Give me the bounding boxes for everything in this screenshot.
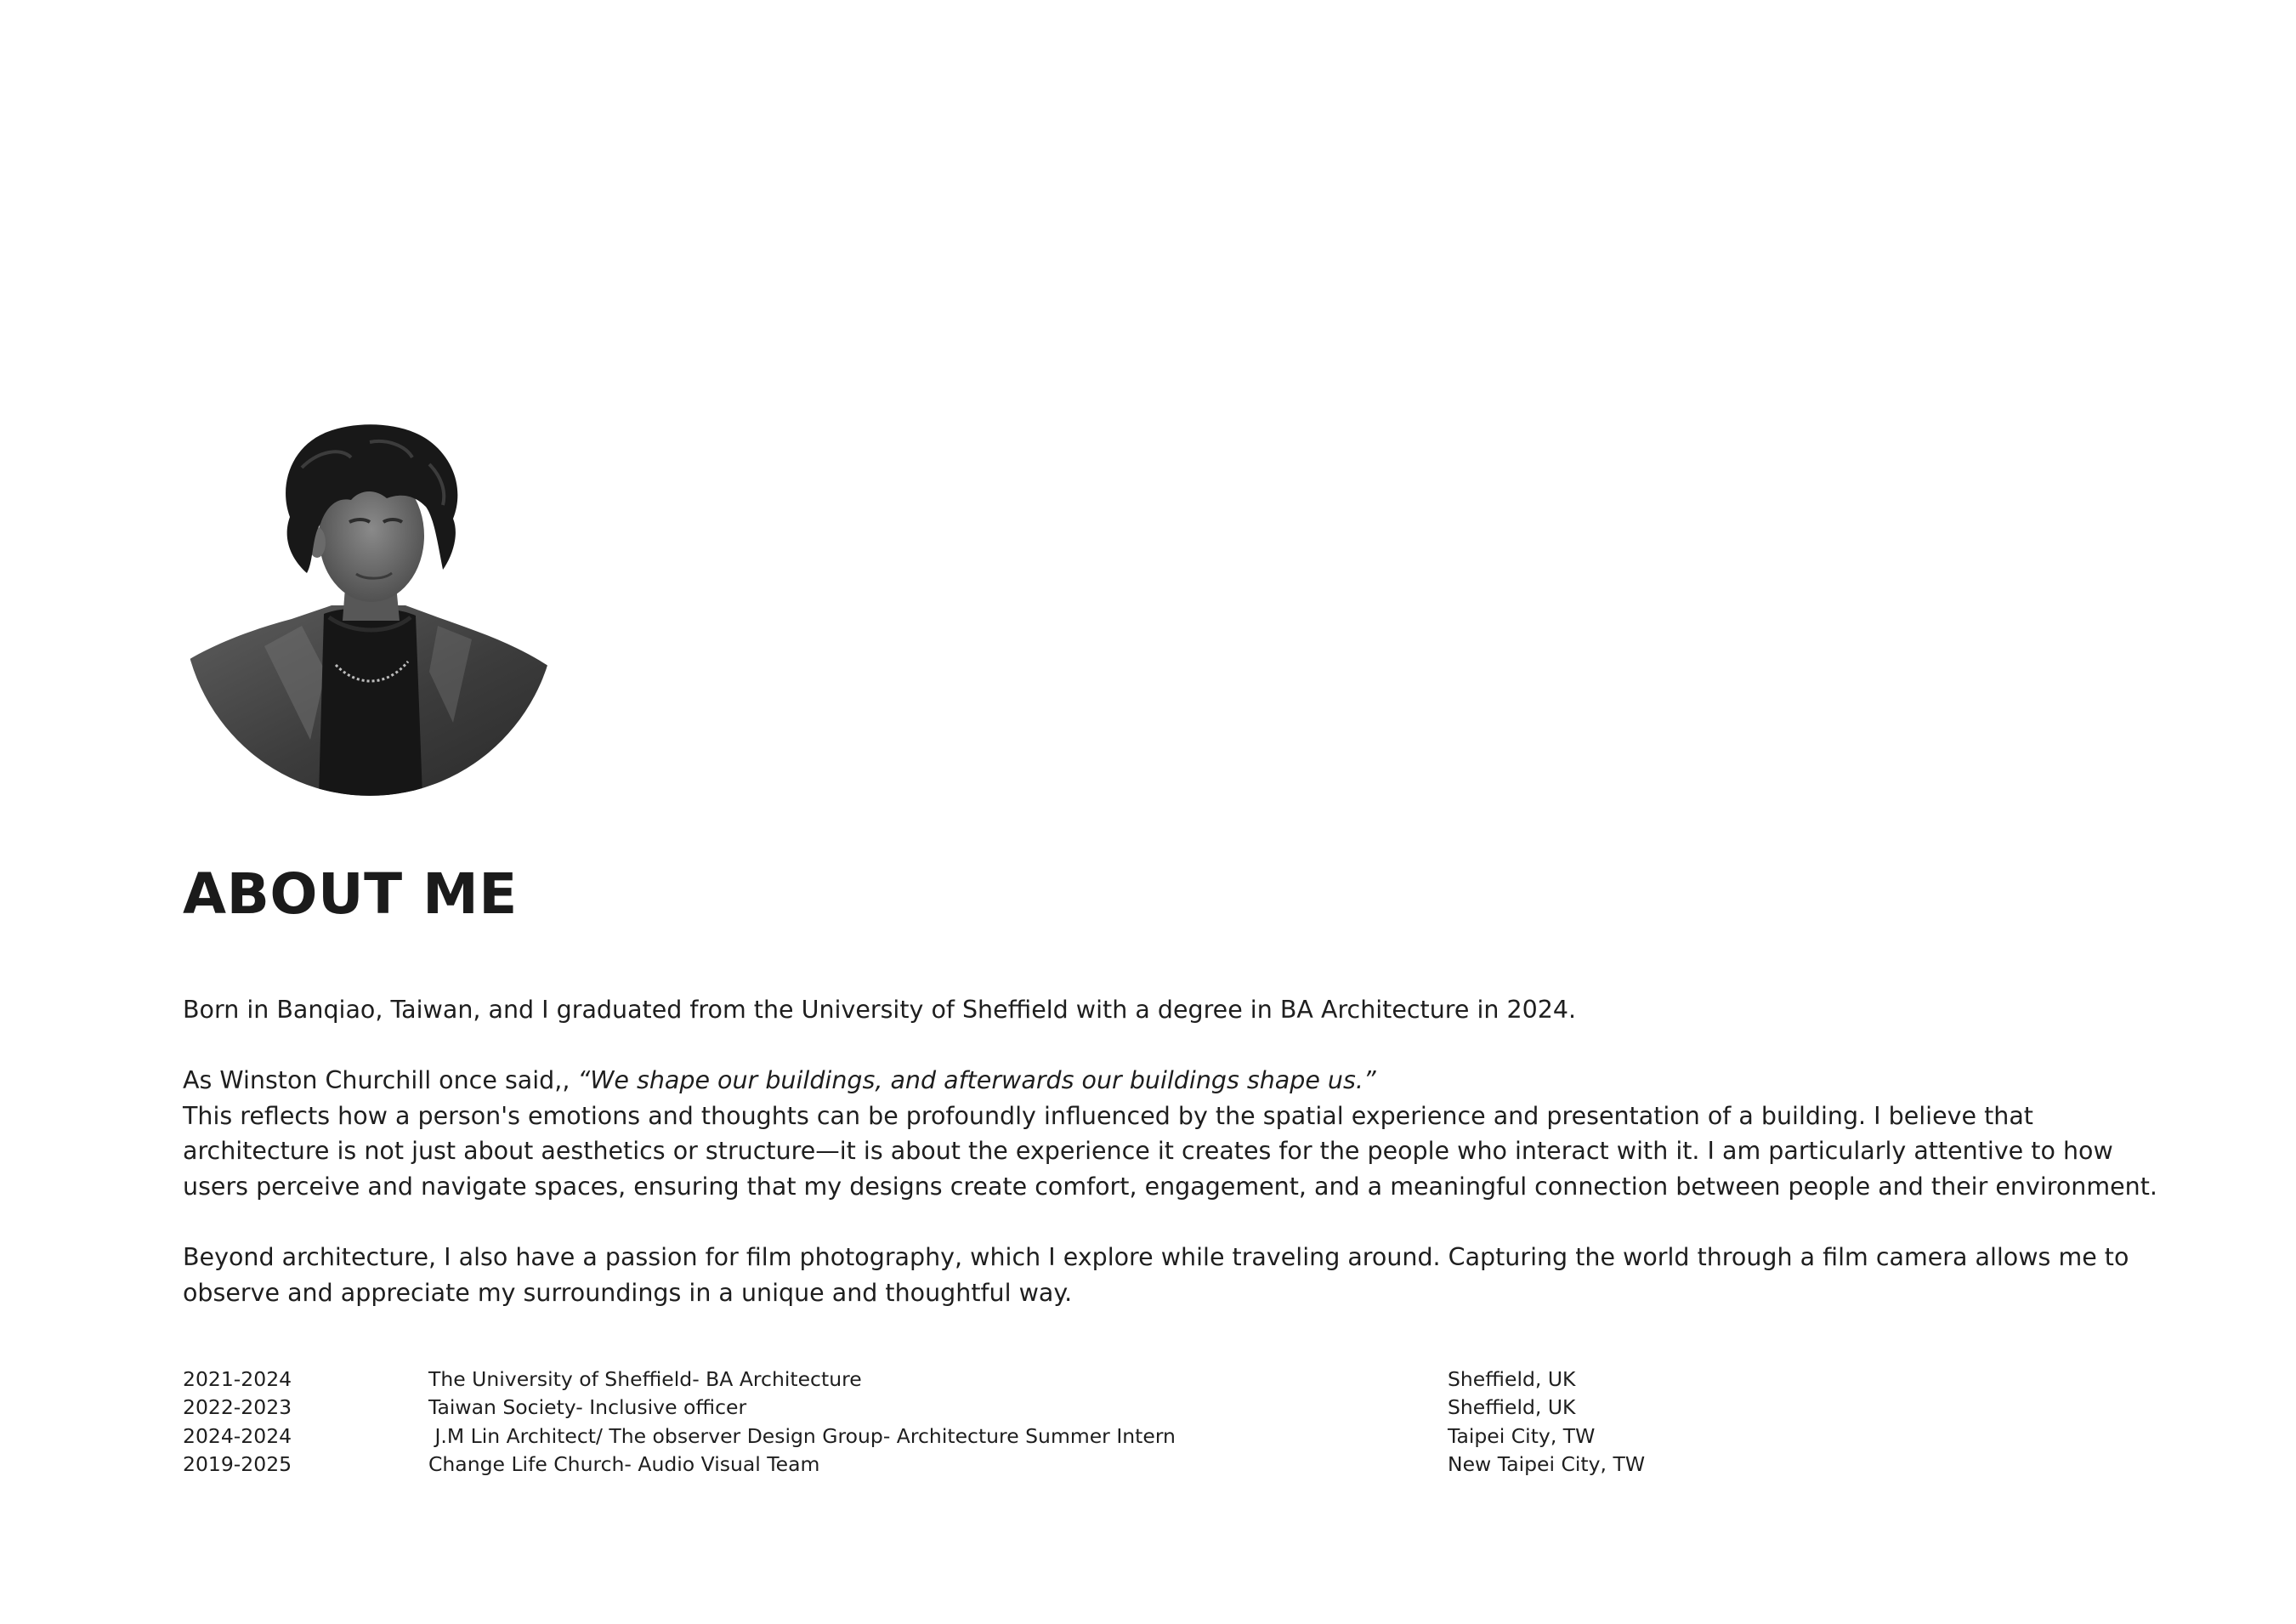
timeline-location: Taipei City, TW xyxy=(1448,1423,1596,1448)
bio-text xyxy=(183,992,2157,1310)
timeline-role: J.M Lin Architect/ The observer Design Group- Architecture Summer Intern xyxy=(428,1423,1176,1448)
timeline-role: Taiwan Society- Inclusive officer xyxy=(428,1395,747,1420)
timeline-row xyxy=(183,1451,1968,1479)
timeline-location: Sheffield, UK xyxy=(1448,1367,1576,1391)
timeline-location: New Taipei City, TW xyxy=(1448,1451,1646,1476)
profile-photo xyxy=(183,417,557,796)
timeline-row xyxy=(183,1394,1968,1422)
timeline-row xyxy=(183,1366,1968,1394)
paragraph-spacer xyxy=(183,1205,2104,1241)
bio-paragraph-line: architecture is not just about aesthetics or structure—it is about the experience it creates for the people who interact with it. I am particularly attentive to how xyxy=(183,1137,2113,1166)
quote-line xyxy=(183,1063,2104,1099)
timeline-row xyxy=(183,1422,1968,1451)
experience-timeline xyxy=(183,1366,1968,1479)
timeline-years: 2024-2024 xyxy=(183,1423,292,1448)
bio-paragraph-intro: Born in Banqiao, Taiwan, and I graduated from the University of Sheffield with a degree in BA Architecture in 2024. xyxy=(183,996,1577,1024)
timeline-years: 2019-2025 xyxy=(183,1451,292,1476)
profile-photo-image xyxy=(183,417,557,796)
bio-paragraph-line: Beyond architecture, I also have a passion for film photography, which I explore while traveling around. Capturing the world through a film camera allows me to xyxy=(183,1243,2129,1272)
page-title: ABOUT ME xyxy=(183,861,518,927)
bio-paragraph-line: This reflects how a person's emotions and thoughts can be profoundly influenced by the spatial experience and presentation of a building. I believe that xyxy=(183,1101,2033,1130)
quote-intro: As Winston Churchill once said,, xyxy=(183,1066,578,1095)
churchill-quote: “We shape our buildings, and afterwards our buildings shape us.” xyxy=(577,1066,1376,1095)
paragraph-spacer xyxy=(183,1028,2104,1064)
bio-paragraph-line: users perceive and navigate spaces, ensuring that my designs create comfort, engagement, and a meaningful connection between people and their environment. xyxy=(183,1172,2157,1201)
timeline-role: Change Life Church- Audio Visual Team xyxy=(428,1451,820,1476)
timeline-years: 2021-2024 xyxy=(183,1367,292,1391)
timeline-location: Sheffield, UK xyxy=(1448,1395,1576,1420)
bio-paragraph-line: observe and appreciate my surroundings in a unique and thoughtful way. xyxy=(183,1278,1073,1307)
timeline-role: The University of Sheffield- BA Architecture xyxy=(428,1367,862,1391)
timeline-years: 2022-2023 xyxy=(183,1395,292,1420)
